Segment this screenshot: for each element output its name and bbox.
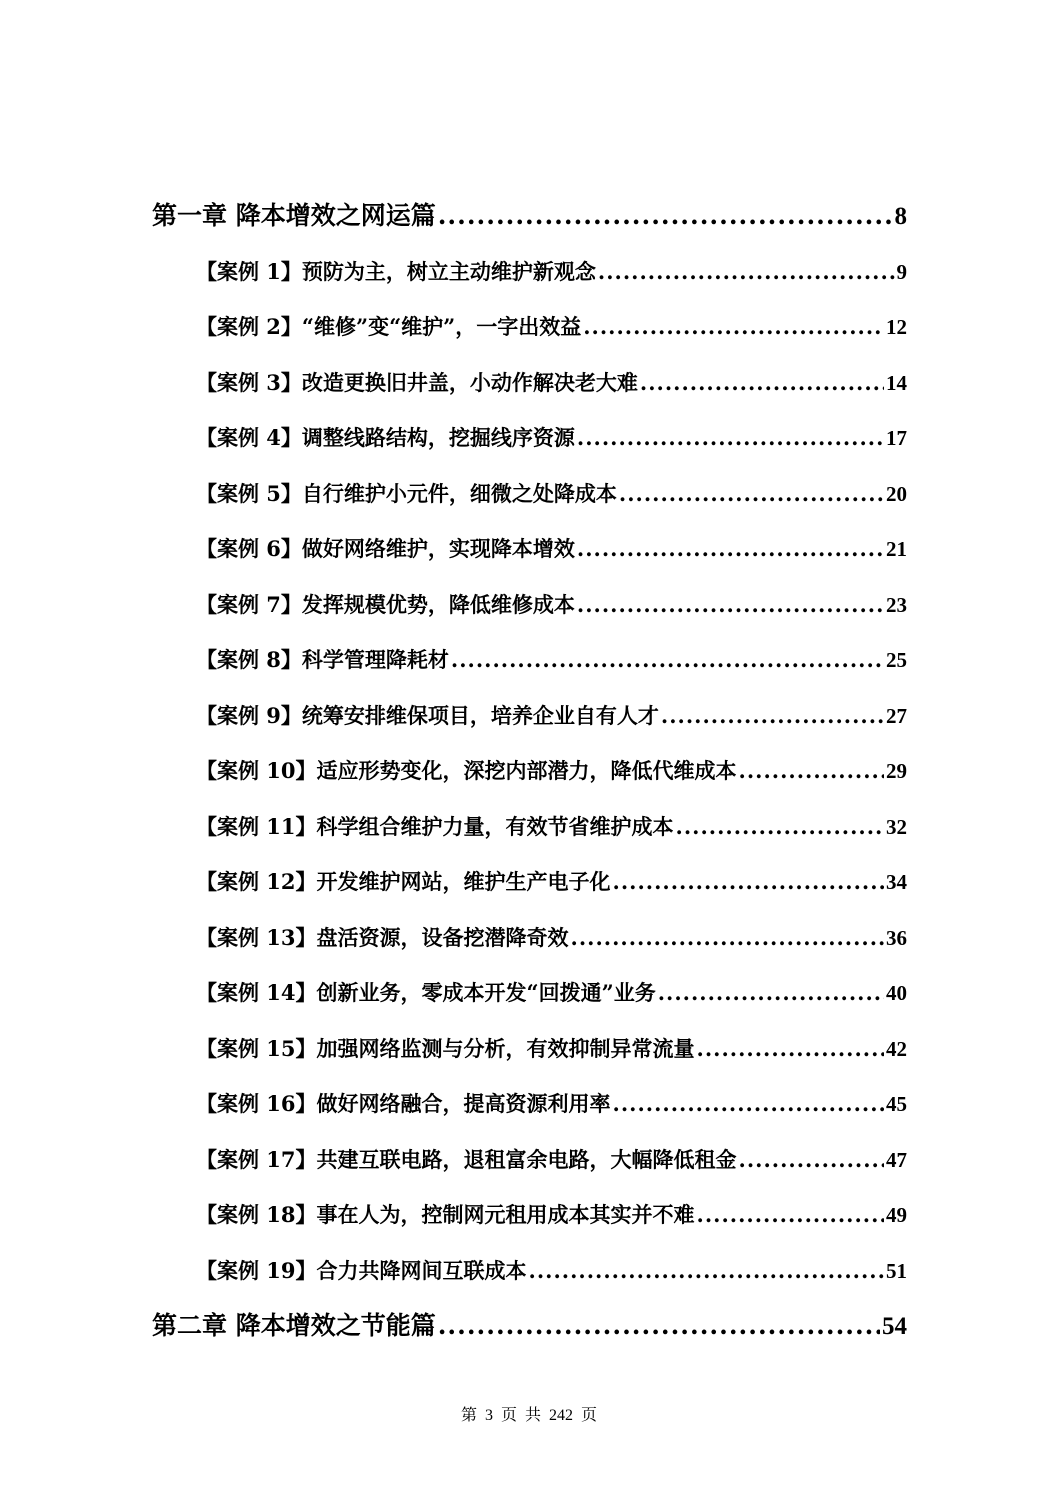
toc-page-number: 27 (886, 704, 907, 728)
toc-entry-label: 【案例 18】事在人为，控制网元租用成本其实并不难 (196, 1202, 695, 1227)
toc-page-number: 14 (886, 371, 907, 395)
toc-case-14[interactable] (196, 965, 907, 1021)
toc-leader-dots (613, 1076, 884, 1132)
toc-leader-dots (658, 965, 884, 1021)
toc-leader-dots (613, 854, 884, 910)
toc-leader-dots (438, 188, 893, 244)
toc-page-number: 45 (886, 1092, 907, 1116)
toc-chapter-2[interactable] (152, 1298, 907, 1354)
toc-case-2[interactable] (196, 299, 907, 355)
toc-case-17[interactable] (196, 1132, 907, 1188)
toc-page-number: 32 (886, 815, 907, 839)
toc-entry-label: 【案例 15】加强网络监测与分析，有效抑制异常流量 (196, 1036, 695, 1061)
toc-entry-label: 【案例 6】做好网络维护，实现降本增效 (196, 536, 575, 561)
toc-page-number: 29 (886, 759, 907, 783)
toc-entry-label: 【案例 17】共建互联电路，退租富余电路，大幅降低租金 (196, 1147, 737, 1172)
toc-leader-dots (577, 577, 884, 633)
toc-page-number: 12 (886, 315, 907, 339)
toc-leader-dots (598, 244, 895, 300)
toc-page-number: 34 (886, 870, 907, 894)
toc-case-11[interactable] (196, 799, 907, 855)
toc-entry-label: 【案例 10】适应形势变化，深挖内部潜力，降低代维成本 (196, 758, 737, 783)
toc-entry-label: 【案例 9】统筹安排维保项目，培养企业自有人才 (196, 703, 659, 728)
toc-leader-dots (571, 910, 884, 966)
toc-entry-label: 【案例 11】科学组合维护力量，有效节省维护成本 (196, 814, 674, 839)
toc-entry-label: 【案例 2】“维修”变“维护”，一字出效益 (196, 314, 582, 339)
toc-page-number: 36 (886, 926, 907, 950)
toc-case-10[interactable] (196, 743, 907, 799)
toc-case-4[interactable] (196, 410, 907, 466)
toc-leader-dots (640, 355, 884, 411)
toc-case-9[interactable] (196, 688, 907, 744)
toc-case-13[interactable] (196, 910, 907, 966)
toc-case-12[interactable] (196, 854, 907, 910)
toc-entry-label: 【案例 3】改造更换旧井盖，小动作解决老大难 (196, 370, 638, 395)
toc-entry-label: 【案例 12】开发维护网站，维护生产电子化 (196, 869, 611, 894)
toc-case-5[interactable] (196, 466, 907, 522)
toc-case-18[interactable] (196, 1187, 907, 1243)
toc-case-6[interactable] (196, 521, 907, 577)
toc-leader-dots (697, 1021, 884, 1077)
toc-page-number: 51 (886, 1259, 907, 1283)
toc-leader-dots (739, 1132, 884, 1188)
toc-case-3[interactable] (196, 355, 907, 411)
toc-case-8[interactable] (196, 632, 907, 688)
toc-entry-label: 【案例 1】预防为主，树立主动维护新观念 (196, 259, 596, 284)
toc-entry-label: 【案例 13】盘活资源，设备挖潜降奇效 (196, 925, 569, 950)
toc-page-number: 25 (886, 648, 907, 672)
toc-leader-dots (739, 743, 884, 799)
toc-case-1[interactable] (196, 244, 907, 300)
toc-leader-dots (661, 688, 884, 744)
toc-entry-label: 【案例 14】创新业务，零成本开发“回拨通”业务 (196, 980, 656, 1005)
toc-page-number: 54 (882, 1313, 907, 1340)
toc-page-number: 42 (886, 1037, 907, 1061)
toc-entry-label: 【案例 8】科学管理降耗材 (196, 647, 449, 672)
toc-leader-dots (619, 466, 884, 522)
toc-leader-dots (529, 1243, 884, 1299)
toc-case-19[interactable] (196, 1243, 907, 1299)
toc-page-number: 40 (886, 981, 907, 1005)
toc-page-number: 47 (886, 1148, 907, 1172)
toc-leader-dots (451, 632, 884, 688)
toc-leader-dots (438, 1298, 880, 1354)
toc-case-7[interactable] (196, 577, 907, 633)
page-footer: 第 3 页 共 242 页 (460, 1407, 597, 1424)
toc-entry-label: 【案例 5】自行维护小元件，细微之处降成本 (196, 481, 617, 506)
toc-page-number: 21 (886, 537, 907, 561)
toc-entry-label: 【案例 4】调整线路结构，挖掘线序资源 (196, 425, 575, 450)
toc-entry-label: 【案例 19】合力共降网间互联成本 (196, 1258, 527, 1283)
toc-page-number: 49 (886, 1203, 907, 1227)
toc-case-15[interactable] (196, 1021, 907, 1077)
toc-page-number: 23 (886, 593, 907, 617)
toc-leader-dots (676, 799, 884, 855)
toc-leader-dots (577, 410, 884, 466)
toc-page-number: 8 (894, 203, 907, 230)
toc-entry-label: 第一章 降本增效之网运篇 (152, 201, 436, 230)
toc-page-number: 9 (896, 260, 907, 284)
toc-case-16[interactable] (196, 1076, 907, 1132)
toc-entry-label: 【案例 7】发挥规模优势，降低维修成本 (196, 592, 575, 617)
toc-entry-label: 第二章 降本增效之节能篇 (152, 1311, 436, 1340)
toc-page-number: 20 (886, 482, 907, 506)
toc-page-number: 17 (886, 426, 907, 450)
toc-entry-label: 【案例 16】做好网络融合，提高资源利用率 (196, 1091, 611, 1116)
toc-leader-dots (577, 521, 884, 577)
toc-chapter-1[interactable] (152, 188, 907, 244)
toc-leader-dots (583, 299, 884, 355)
toc-leader-dots (697, 1187, 884, 1243)
